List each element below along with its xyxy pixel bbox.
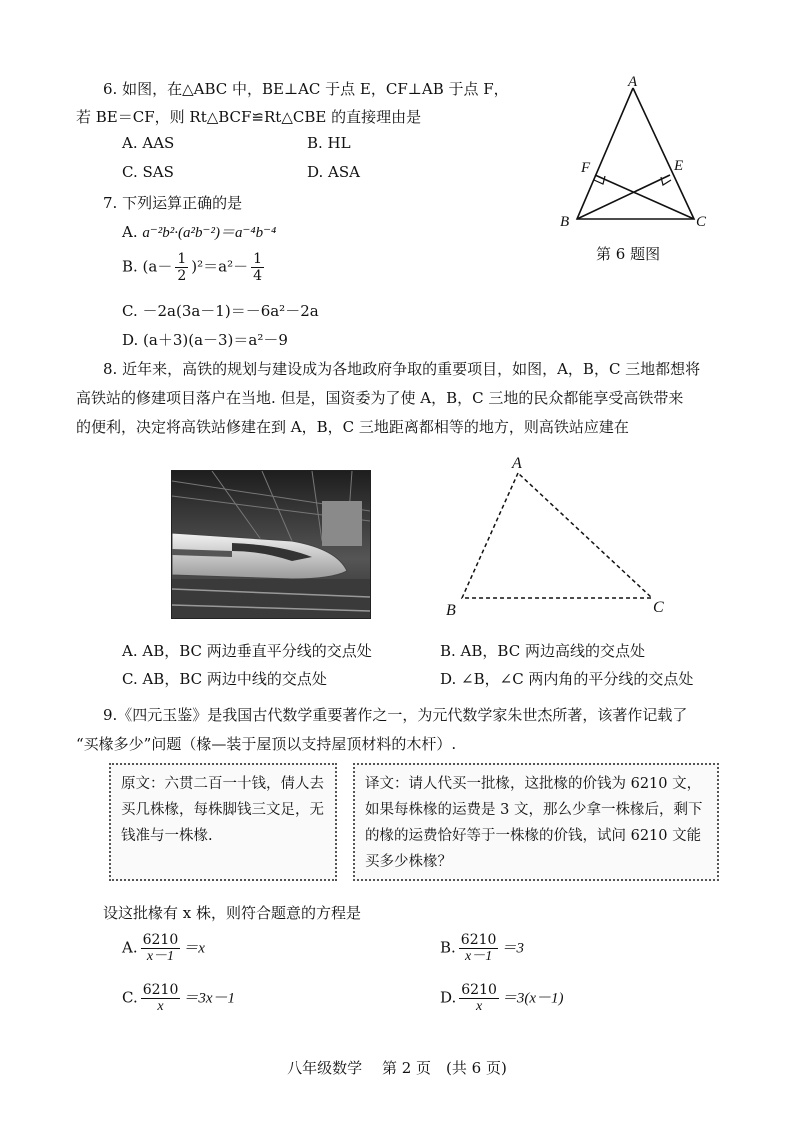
q9-stem-line1: 9.《四元玉鉴》是我国古代数学重要著作之一，为元代数学家朱世杰所著，该著作记载了	[103, 706, 688, 724]
q8-stem-line3: 的便利，决定将高铁站修建在到 A，B，C 三地距离都相等的地方，则高铁站应建在	[76, 418, 629, 436]
q8-stem-line2: 高铁站的修建项目落户在当地. 但是，国资委为了使 A，B，C 三地的民众都能享受高铁带来	[76, 389, 684, 407]
fraction-numerator: 6210	[142, 932, 179, 948]
q8-stem-line1: 8. 近年来，高铁的规划与建设成为各地政府争取的重要项目，如图，A，B，C 三地都想将	[103, 360, 701, 378]
q7-option-a-label: A.	[122, 223, 143, 241]
fraction-denominator: 2	[177, 268, 187, 284]
fraction-denominator: x	[475, 999, 483, 1014]
label-b: B	[446, 602, 456, 619]
q9-setup: 设这批椽有 x 株，则符合题意的方程是	[103, 904, 361, 922]
q6-stem-line1: 6. 如图，在△ABC 中，BE⊥AC 于点 E，CF⊥AB 于点 F，	[103, 80, 509, 98]
fraction-numerator: 1	[253, 251, 263, 267]
q8-option-a: A. AB，BC 两边垂直平分线的交点处	[122, 642, 372, 660]
high-speed-train-photo	[171, 470, 371, 619]
equation-rhs: ＝3x－1	[183, 990, 236, 1007]
q6-stem-line2: 若 BE＝CF，则 Rt△BCF≌Rt△CBE 的直接理由是	[76, 108, 422, 126]
q7-option-b-prefix: B. (a－	[122, 257, 173, 276]
q7-option-c: C. －2a(3a－1)＝－6a²－2a	[122, 302, 319, 320]
fraction-denominator: x	[157, 999, 164, 1014]
q9-option-a	[122, 932, 205, 965]
fraction-denominator: x－1	[146, 949, 175, 964]
train-image	[172, 471, 370, 618]
dashed-triangle-abc	[462, 473, 652, 598]
q7-stem: 7. 下列运算正确的是	[103, 194, 243, 212]
label-c: C	[653, 599, 664, 616]
option-label: A.	[122, 938, 138, 957]
option-label: B.	[440, 938, 456, 957]
equation-rhs: ＝3(x－1)	[501, 990, 564, 1007]
q8-option-b: B. AB，BC 两边高线的交点处	[440, 642, 645, 660]
fraction	[459, 932, 499, 965]
q8-option-d: D. ∠B，∠C 两内角的平分线的交点处	[440, 670, 694, 688]
triangle-abc	[577, 88, 694, 219]
q8-option-c: C. AB，BC 两边中线的交点处	[122, 670, 327, 688]
label-b: B	[560, 214, 570, 230]
q8-triangle-figure	[440, 452, 680, 622]
fraction-numerator: 1	[177, 251, 187, 267]
q9-option-d	[440, 982, 564, 1015]
label-f: F	[581, 160, 591, 176]
fraction	[459, 982, 499, 1015]
segment-be	[577, 175, 670, 219]
fraction-numerator: 6210	[142, 982, 179, 998]
q7-option-b	[122, 251, 267, 284]
label-e: E	[674, 158, 684, 174]
q7-option-a-expr: a⁻²b²·(a²b⁻²)＝a⁻⁴b⁻⁴	[142, 225, 277, 241]
option-label: D.	[440, 988, 457, 1007]
equation-rhs: ＝x	[183, 940, 205, 957]
q9-stem-line2: “买椽多少”问题（椽—装于屋顶以支持屋顶材料的木杆）.	[76, 735, 457, 753]
fraction-denominator: 4	[253, 268, 263, 284]
fraction	[141, 982, 181, 1015]
q6-option-c: C. SAS	[122, 163, 174, 181]
q6-option-d: D. ASA	[307, 163, 360, 181]
q9-translation-box	[353, 763, 719, 881]
fraction-numerator: 6210	[461, 982, 497, 998]
fraction-one-quarter	[251, 251, 264, 284]
q7-option-a	[122, 221, 276, 242]
q9-original-text: 原文：六贯二百一十钱，倩人去买几株椽，每株脚钱三文足，无钱准与一株椽.	[121, 776, 324, 844]
fraction-denominator: x－1	[465, 949, 493, 964]
q6-figure	[555, 72, 715, 232]
q9-option-b	[440, 932, 524, 965]
q6-figure-caption: 第 6 题图	[596, 245, 661, 263]
label-c: C	[696, 214, 707, 230]
fraction-numerator: 6210	[460, 932, 497, 948]
option-label: C.	[122, 988, 138, 1007]
fraction-one-half	[175, 251, 188, 284]
q6-option-b: B. HL	[307, 134, 351, 152]
equation-rhs: ＝3	[501, 940, 524, 957]
fraction	[141, 932, 181, 965]
q7-option-d: D. (a＋3)(a－3)＝a²－9	[122, 331, 288, 349]
segment-cf	[595, 175, 694, 219]
q9-option-c	[122, 982, 235, 1015]
q6-option-a: A. AAS	[122, 134, 175, 152]
q7-option-b-middle: )²＝a²－	[191, 257, 249, 276]
q9-original-text-box	[109, 763, 337, 881]
label-a: A	[512, 455, 522, 472]
page-footer: 八年级数学 第 2 页 (共 6 页)	[287, 1059, 507, 1077]
q9-translation-text: 译文：请人代买一批椽，这批椽的价钱为 6210 文，如果每株椽的运费是 3 文，那么少拿一株椽后，剩下的椽的运费恰好等于一株椽的价钱，试问 6210 文能买多少株椽？	[365, 776, 703, 870]
label-a: A	[628, 74, 638, 90]
